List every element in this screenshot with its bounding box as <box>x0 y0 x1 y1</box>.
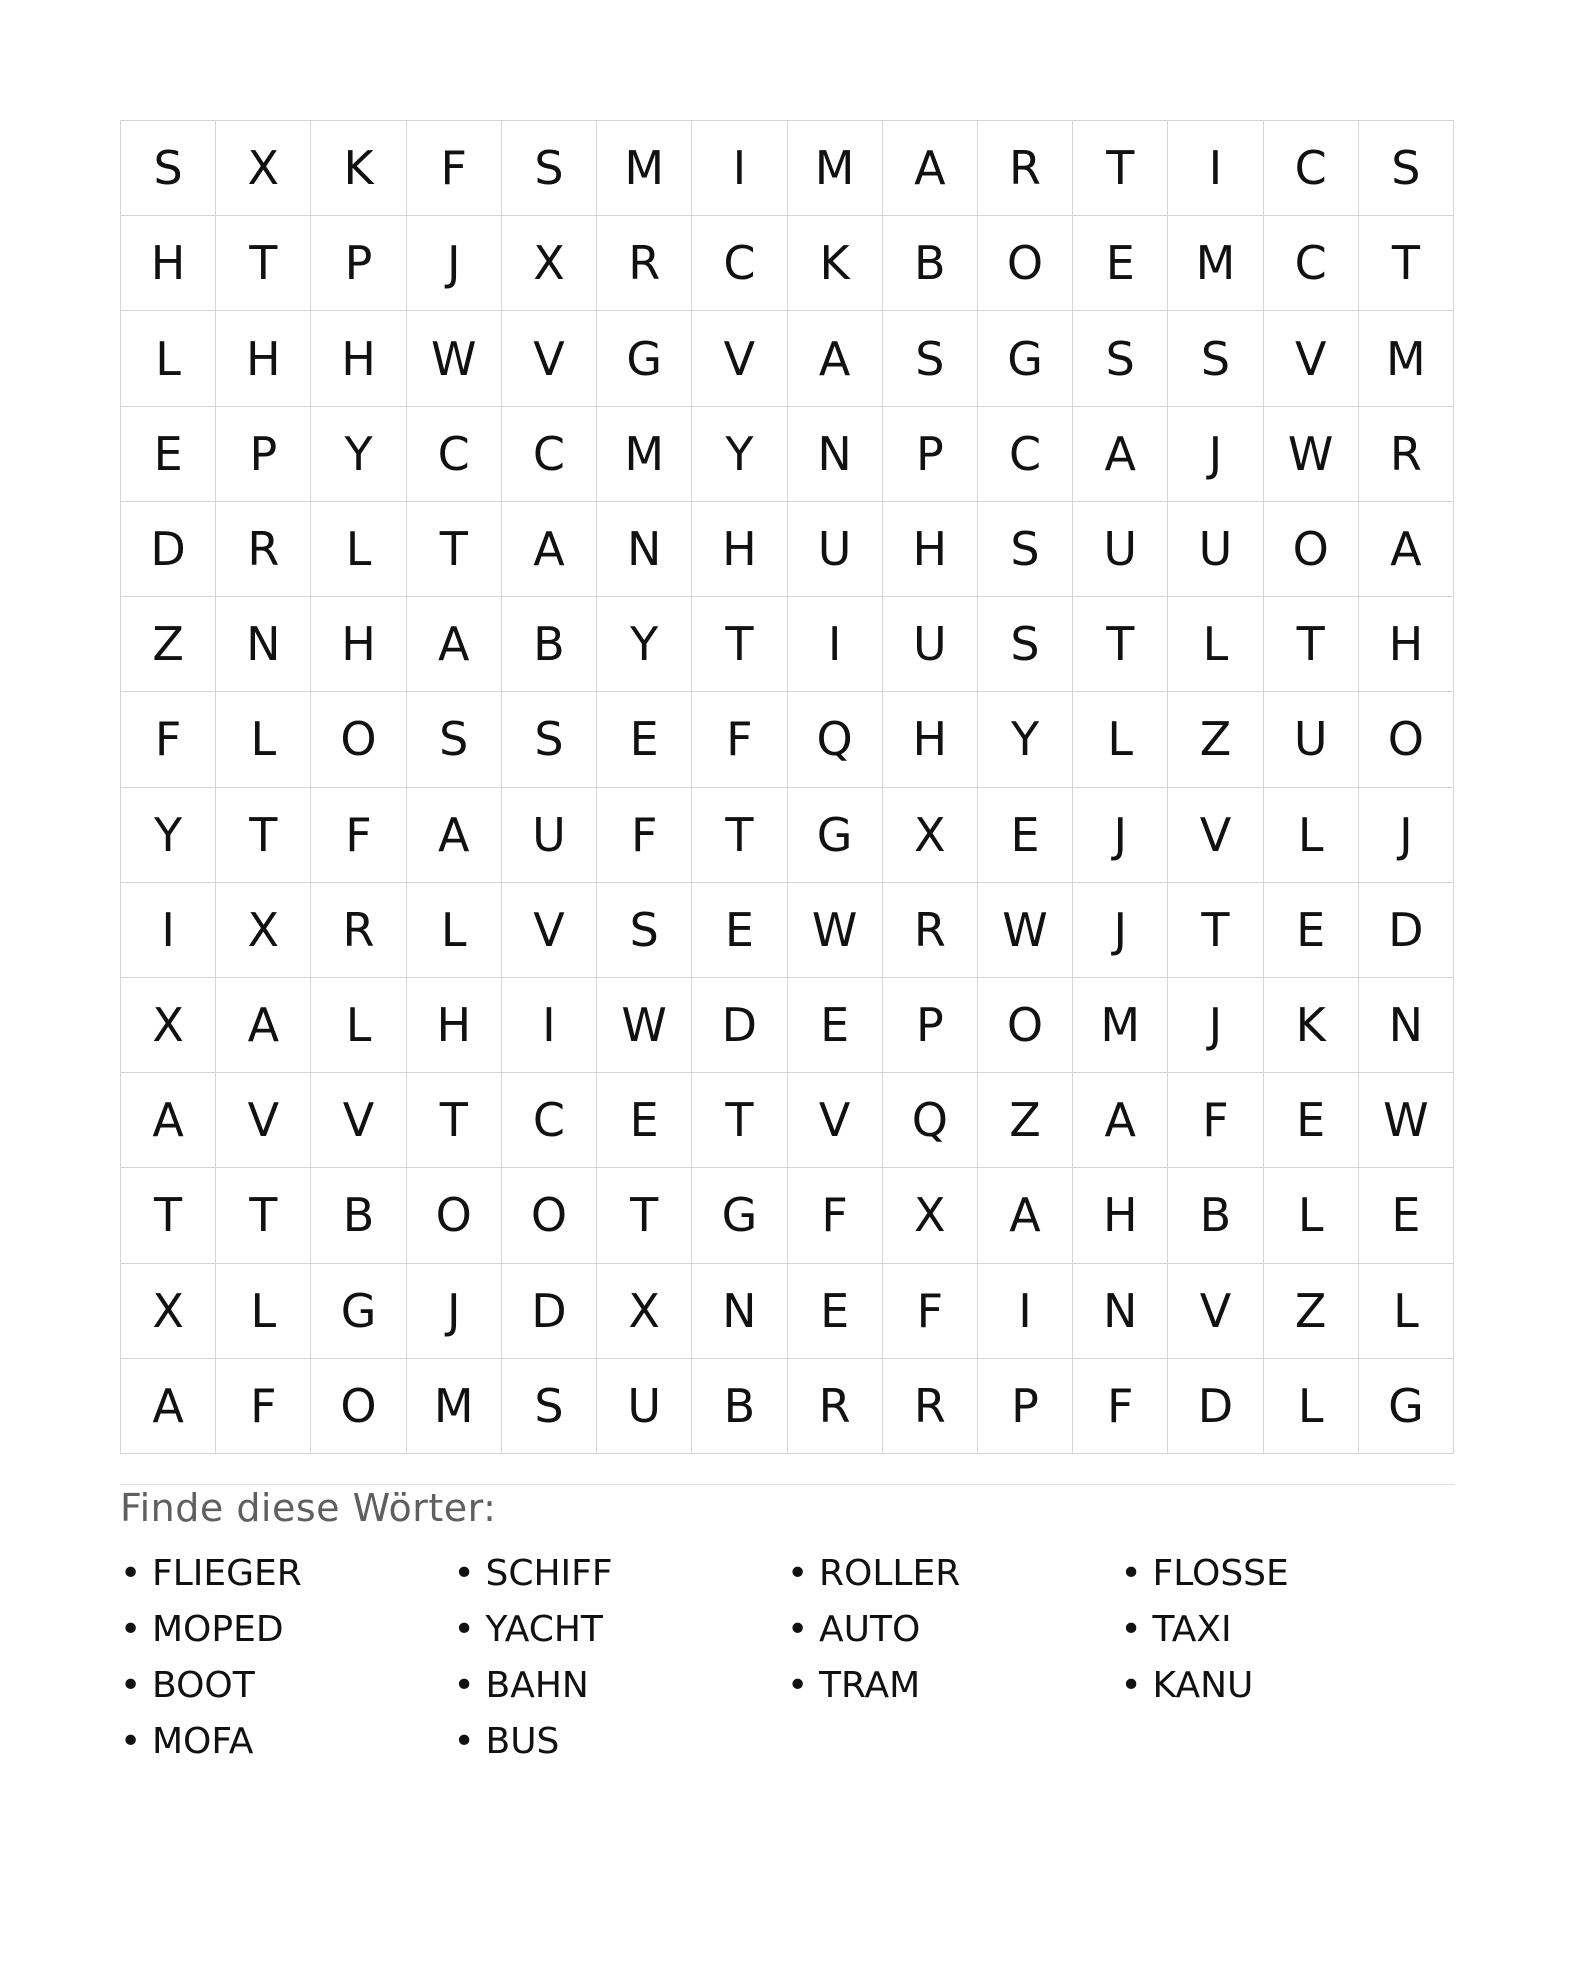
bullet-icon: • <box>453 1608 475 1650</box>
word-label: KANU <box>1152 1664 1254 1706</box>
grid-cell[interactable]: K <box>311 121 406 216</box>
word-label: TAXI <box>1152 1608 1232 1650</box>
grid-cell[interactable]: I <box>978 1264 1073 1359</box>
grid-cell[interactable]: Y <box>692 407 787 502</box>
grid-cell[interactable]: N <box>597 502 692 597</box>
grid-cell[interactable]: T <box>1359 216 1454 311</box>
grid-cell[interactable]: R <box>788 1359 883 1454</box>
grid-cell[interactable]: N <box>788 407 883 502</box>
grid-cell[interactable]: G <box>692 1168 787 1263</box>
bullet-icon: • <box>120 1608 142 1650</box>
grid-cell[interactable]: S <box>502 1359 597 1454</box>
grid-cell[interactable]: H <box>692 502 787 597</box>
grid-cell[interactable]: W <box>1359 1073 1454 1168</box>
grid-cell[interactable]: G <box>311 1264 406 1359</box>
word-list-item <box>787 1601 1121 1657</box>
grid-cell[interactable]: C <box>407 407 502 502</box>
grid-cell[interactable]: E <box>597 1073 692 1168</box>
grid-cell[interactable]: H <box>311 311 406 406</box>
grid-cell[interactable]: S <box>1073 311 1168 406</box>
grid-cell[interactable]: U <box>1073 502 1168 597</box>
grid-cell[interactable]: O <box>502 1168 597 1263</box>
grid-cell[interactable]: F <box>216 1359 311 1454</box>
grid-cell[interactable]: T <box>692 597 787 692</box>
word-list-item <box>1121 1601 1455 1657</box>
grid-cell[interactable]: T <box>1073 121 1168 216</box>
grid-cell[interactable]: K <box>788 216 883 311</box>
grid-cell[interactable]: O <box>978 978 1073 1073</box>
divider-line <box>120 1484 1454 1485</box>
word-list <box>120 1545 1454 1769</box>
grid-cell[interactable]: V <box>1168 1264 1263 1359</box>
grid-cell[interactable]: E <box>1073 216 1168 311</box>
grid-cell[interactable]: L <box>311 502 406 597</box>
grid-cell[interactable]: Z <box>1264 1264 1359 1359</box>
word-list-item <box>120 1545 454 1601</box>
grid-cell[interactable]: B <box>311 1168 406 1263</box>
bullet-icon: • <box>453 1720 475 1762</box>
grid-cell[interactable]: E <box>121 407 216 502</box>
grid-cell[interactable]: O <box>978 216 1073 311</box>
word-list-item <box>120 1601 454 1657</box>
grid-cell[interactable]: L <box>1168 597 1263 692</box>
grid-cell[interactable]: A <box>883 121 978 216</box>
bullet-icon: • <box>1120 1608 1142 1650</box>
grid-cell[interactable]: M <box>1359 311 1454 406</box>
grid-cell[interactable]: V <box>502 883 597 978</box>
bullet-icon: • <box>787 1608 809 1650</box>
grid-cell[interactable]: J <box>407 216 502 311</box>
grid-cell[interactable]: U <box>502 788 597 883</box>
grid-cell[interactable]: C <box>1264 216 1359 311</box>
grid-cell[interactable]: T <box>407 1073 502 1168</box>
grid-cell[interactable]: A <box>502 502 597 597</box>
grid-cell[interactable]: R <box>597 216 692 311</box>
grid-cell[interactable]: W <box>788 883 883 978</box>
grid-cell[interactable]: L <box>216 1264 311 1359</box>
bullet-icon: • <box>120 1664 142 1706</box>
grid-cell[interactable]: B <box>1168 1168 1263 1263</box>
grid-cell[interactable]: T <box>1073 597 1168 692</box>
grid-cell[interactable]: S <box>121 121 216 216</box>
word-list-item <box>454 1713 788 1769</box>
grid-cell[interactable]: Y <box>597 597 692 692</box>
grid-cell[interactable]: I <box>788 597 883 692</box>
grid-cell[interactable]: X <box>121 1264 216 1359</box>
grid-cell[interactable]: M <box>597 121 692 216</box>
bullet-icon: • <box>120 1552 142 1594</box>
grid-cell[interactable]: R <box>883 883 978 978</box>
grid-cell[interactable]: Y <box>311 407 406 502</box>
grid-cell[interactable]: R <box>1359 407 1454 502</box>
grid-cell[interactable]: H <box>883 502 978 597</box>
grid-cell[interactable]: G <box>788 788 883 883</box>
grid-cell[interactable]: T <box>1168 883 1263 978</box>
grid-cell[interactable]: L <box>1264 1168 1359 1263</box>
grid-cell[interactable]: B <box>883 216 978 311</box>
grid-cell[interactable]: X <box>883 788 978 883</box>
grid-cell[interactable]: P <box>883 978 978 1073</box>
grid-cell[interactable]: H <box>883 692 978 787</box>
grid-cell[interactable]: S <box>502 121 597 216</box>
grid-cell[interactable]: X <box>502 216 597 311</box>
bullet-icon: • <box>787 1552 809 1594</box>
word-label: MOFA <box>152 1720 254 1762</box>
grid-cell[interactable]: X <box>597 1264 692 1359</box>
grid-cell[interactable]: O <box>311 692 406 787</box>
bullet-icon: • <box>1120 1552 1142 1594</box>
grid-cell[interactable]: E <box>597 692 692 787</box>
grid-cell[interactable]: X <box>216 883 311 978</box>
grid-cell[interactable]: C <box>502 407 597 502</box>
grid-cell[interactable]: H <box>311 597 406 692</box>
word-list-item <box>787 1545 1121 1601</box>
grid-cell[interactable]: O <box>407 1168 502 1263</box>
grid-cell[interactable]: X <box>121 978 216 1073</box>
grid-cell[interactable]: R <box>311 883 406 978</box>
grid-cell[interactable]: L <box>311 978 406 1073</box>
grid-cell[interactable]: L <box>1264 788 1359 883</box>
grid-cell[interactable]: I <box>692 121 787 216</box>
grid-cell[interactable]: E <box>692 883 787 978</box>
word-list-item <box>454 1657 788 1713</box>
grid-cell[interactable]: J <box>1168 978 1263 1073</box>
grid-cell[interactable]: G <box>978 311 1073 406</box>
grid-cell[interactable]: D <box>692 978 787 1073</box>
grid-cell[interactable]: A <box>1073 407 1168 502</box>
grid-cell[interactable]: J <box>1073 788 1168 883</box>
grid-cell[interactable]: L <box>1264 1359 1359 1454</box>
word-list-item <box>454 1601 788 1657</box>
grid-cell[interactable]: S <box>1359 121 1454 216</box>
grid-cell[interactable]: F <box>788 1168 883 1263</box>
grid-cell[interactable]: U <box>883 597 978 692</box>
word-list-heading: Finde diese Wörter: <box>120 1486 497 1530</box>
grid-cell[interactable]: V <box>311 1073 406 1168</box>
grid-cell[interactable]: Y <box>978 692 1073 787</box>
grid-cell[interactable]: V <box>216 1073 311 1168</box>
bullet-icon: • <box>453 1664 475 1706</box>
grid-cell[interactable]: Y <box>121 788 216 883</box>
grid-cell[interactable]: Q <box>788 692 883 787</box>
grid-cell[interactable]: C <box>692 216 787 311</box>
grid-cell[interactable]: K <box>1264 978 1359 1073</box>
grid-cell[interactable]: N <box>1359 978 1454 1073</box>
bullet-icon: • <box>453 1552 475 1594</box>
grid-cell[interactable]: G <box>1359 1359 1454 1454</box>
word-list-item <box>120 1713 454 1769</box>
grid-cell[interactable]: U <box>597 1359 692 1454</box>
grid-cell[interactable]: N <box>1073 1264 1168 1359</box>
word-label: SCHIFF <box>485 1552 613 1594</box>
grid-cell[interactable]: E <box>1359 1168 1454 1263</box>
word-list-item <box>1121 1545 1455 1601</box>
grid-cell[interactable]: L <box>1073 692 1168 787</box>
grid-cell[interactable]: F <box>311 788 406 883</box>
grid-cell[interactable]: W <box>978 883 1073 978</box>
grid-cell[interactable]: B <box>502 597 597 692</box>
grid-cell[interactable]: Q <box>883 1073 978 1168</box>
grid-cell[interactable]: R <box>978 121 1073 216</box>
grid-cell[interactable]: L <box>216 692 311 787</box>
grid-cell[interactable]: H <box>216 311 311 406</box>
grid-cell[interactable]: H <box>1359 597 1454 692</box>
grid-cell[interactable]: F <box>1073 1359 1168 1454</box>
grid-cell[interactable]: J <box>1168 407 1263 502</box>
grid-cell[interactable]: N <box>692 1264 787 1359</box>
word-list-item <box>787 1657 1121 1713</box>
grid-cell[interactable]: U <box>788 502 883 597</box>
grid-cell[interactable]: W <box>597 978 692 1073</box>
grid-cell[interactable]: M <box>407 1359 502 1454</box>
grid-cell[interactable]: H <box>407 978 502 1073</box>
grid-cell[interactable]: E <box>788 978 883 1073</box>
grid-cell[interactable]: J <box>407 1264 502 1359</box>
grid-cell[interactable]: A <box>216 978 311 1073</box>
grid-cell[interactable]: L <box>121 311 216 406</box>
grid-cell[interactable]: S <box>407 692 502 787</box>
grid-cell[interactable]: T <box>216 216 311 311</box>
grid-cell[interactable]: P <box>311 216 406 311</box>
grid-cell[interactable]: S <box>1168 311 1263 406</box>
grid-cell[interactable]: J <box>1359 788 1454 883</box>
word-label: BAHN <box>485 1664 589 1706</box>
grid-cell[interactable]: F <box>1168 1073 1263 1168</box>
grid-cell[interactable]: W <box>407 311 502 406</box>
grid-cell[interactable]: C <box>1264 121 1359 216</box>
word-label: TRAM <box>819 1664 921 1706</box>
word-label: BUS <box>485 1720 560 1762</box>
word-label: FLOSSE <box>1152 1552 1289 1594</box>
grid-cell[interactable]: A <box>121 1073 216 1168</box>
grid-cell[interactable]: I <box>1168 121 1263 216</box>
grid-cell[interactable]: D <box>1359 883 1454 978</box>
word-label: MOPED <box>152 1608 284 1650</box>
grid-cell[interactable]: E <box>1264 1073 1359 1168</box>
grid-cell[interactable]: P <box>978 1359 1073 1454</box>
grid-cell[interactable]: T <box>407 502 502 597</box>
grid-cell[interactable]: A <box>407 788 502 883</box>
grid-cell[interactable]: F <box>407 121 502 216</box>
grid-cell[interactable]: E <box>1264 883 1359 978</box>
grid-cell[interactable]: T <box>216 788 311 883</box>
word-list-item <box>120 1657 454 1713</box>
grid-cell[interactable]: O <box>311 1359 406 1454</box>
grid-cell[interactable]: M <box>1168 216 1263 311</box>
grid-cell[interactable]: V <box>692 311 787 406</box>
grid-cell[interactable]: Z <box>978 1073 1073 1168</box>
grid-cell[interactable]: G <box>597 311 692 406</box>
grid-cell[interactable]: N <box>216 597 311 692</box>
grid-cell[interactable]: M <box>788 121 883 216</box>
grid-cell[interactable]: E <box>978 788 1073 883</box>
bullet-icon: • <box>120 1720 142 1762</box>
grid-cell[interactable]: T <box>121 1168 216 1263</box>
grid-cell[interactable]: T <box>1264 597 1359 692</box>
grid-cell[interactable]: S <box>597 883 692 978</box>
bullet-icon: • <box>787 1664 809 1706</box>
grid-cell[interactable]: B <box>692 1359 787 1454</box>
grid-cell[interactable]: U <box>1168 502 1263 597</box>
grid-cell[interactable]: M <box>597 407 692 502</box>
grid-cell[interactable]: T <box>692 1073 787 1168</box>
grid-cell[interactable]: S <box>978 502 1073 597</box>
bullet-icon: • <box>1120 1664 1142 1706</box>
grid-cell[interactable]: O <box>1264 502 1359 597</box>
word-label: ROLLER <box>819 1552 961 1594</box>
grid-cell[interactable]: H <box>121 216 216 311</box>
grid-cell[interactable]: E <box>788 1264 883 1359</box>
grid-cell[interactable]: V <box>1264 311 1359 406</box>
grid-cell[interactable]: H <box>1073 1168 1168 1263</box>
word-label: AUTO <box>819 1608 921 1650</box>
grid-cell[interactable]: L <box>1359 1264 1454 1359</box>
grid-cell[interactable]: D <box>121 502 216 597</box>
grid-cell[interactable]: T <box>692 788 787 883</box>
grid-cell[interactable]: V <box>1168 788 1263 883</box>
grid-cell[interactable]: X <box>216 121 311 216</box>
grid-cell[interactable]: D <box>1168 1359 1263 1454</box>
grid-cell[interactable]: X <box>883 1168 978 1263</box>
grid-cell[interactable]: V <box>788 1073 883 1168</box>
grid-cell[interactable]: Z <box>1168 692 1263 787</box>
grid-cell[interactable]: A <box>978 1168 1073 1263</box>
grid-cell[interactable]: A <box>788 311 883 406</box>
grid-cell[interactable]: D <box>502 1264 597 1359</box>
grid-cell[interactable]: R <box>883 1359 978 1454</box>
word-list-item <box>454 1545 788 1601</box>
grid-cell[interactable]: S <box>883 311 978 406</box>
grid-cell[interactable]: A <box>121 1359 216 1454</box>
grid-cell[interactable]: Z <box>121 597 216 692</box>
grid-cell[interactable]: I <box>502 978 597 1073</box>
grid-cell[interactable]: T <box>597 1168 692 1263</box>
grid-cell[interactable]: U <box>1264 692 1359 787</box>
grid-cell[interactable]: F <box>692 692 787 787</box>
grid-cell[interactable]: I <box>121 883 216 978</box>
grid-cell[interactable]: P <box>216 407 311 502</box>
grid-cell[interactable]: A <box>407 597 502 692</box>
grid-cell[interactable]: J <box>1073 883 1168 978</box>
grid-cell[interactable]: A <box>1359 502 1454 597</box>
grid-cell[interactable]: T <box>216 1168 311 1263</box>
grid-cell[interactable]: A <box>1073 1073 1168 1168</box>
grid-cell[interactable]: M <box>1073 978 1168 1073</box>
grid-cell[interactable]: S <box>978 597 1073 692</box>
word-label: FLIEGER <box>152 1552 302 1594</box>
grid-cell[interactable]: P <box>883 407 978 502</box>
grid-cell[interactable]: F <box>121 692 216 787</box>
grid-cell[interactable]: C <box>978 407 1073 502</box>
letter-grid <box>120 120 1454 1454</box>
word-label: BOOT <box>152 1664 255 1706</box>
grid-cell[interactable]: C <box>502 1073 597 1168</box>
grid-cell[interactable]: F <box>883 1264 978 1359</box>
grid-cell[interactable]: V <box>502 311 597 406</box>
grid-cell[interactable]: S <box>502 692 597 787</box>
grid-cell[interactable]: L <box>407 883 502 978</box>
word-list-item <box>1121 1657 1455 1713</box>
grid-cell[interactable]: F <box>597 788 692 883</box>
word-label: YACHT <box>485 1608 603 1650</box>
grid-cell[interactable]: W <box>1264 407 1359 502</box>
grid-cell[interactable]: R <box>216 502 311 597</box>
grid-cell[interactable]: O <box>1359 692 1454 787</box>
